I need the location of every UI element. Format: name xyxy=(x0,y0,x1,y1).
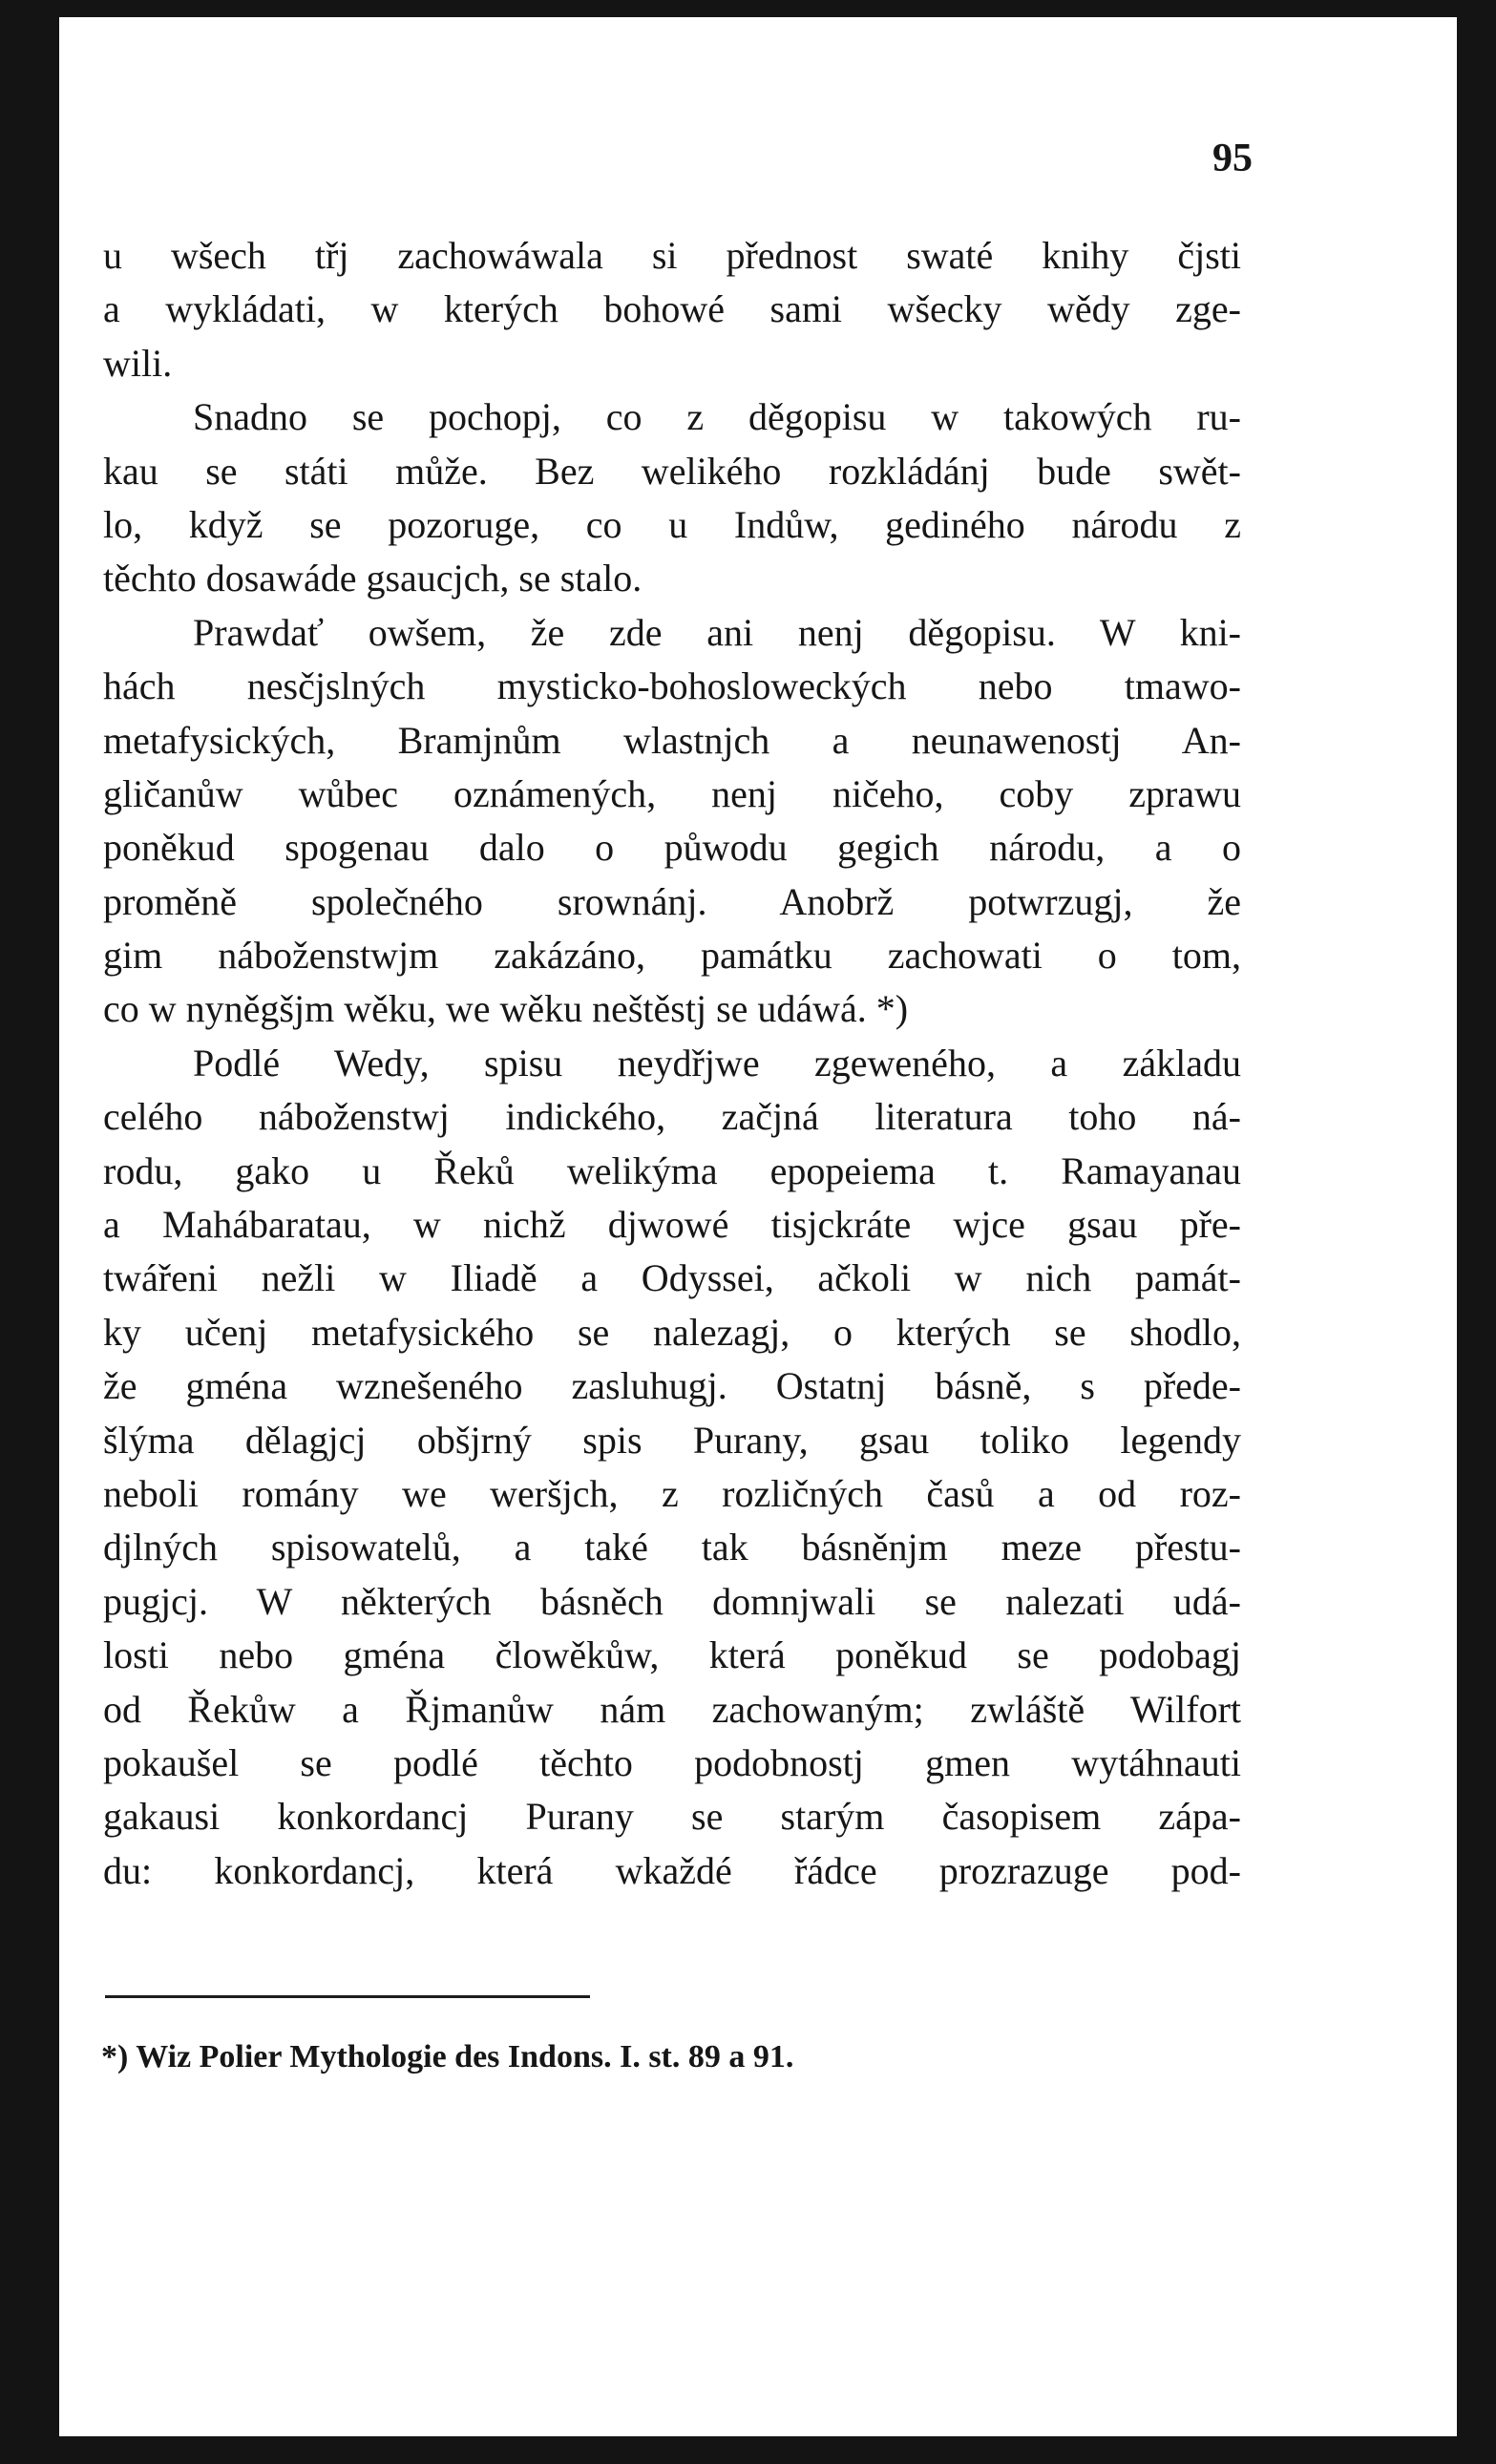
text-line: losti nebo gména člowěkůw, která poněkud se podobagj xyxy=(103,1633,1241,1677)
text-line: du: konkordancj, která wkaždé řádce prozrazuge pod- xyxy=(103,1848,1241,1892)
text-line: lo, když se pozoruge, co u Indůw, gediného národu z xyxy=(103,502,1241,546)
scan-border-bottom xyxy=(0,2436,1496,2464)
text-line: Snadno se pochopj, co z děgopisu w takowých ru- xyxy=(193,395,1241,439)
scan-border-right xyxy=(1457,0,1496,2464)
text-line: neboli romány we weršjch, z rozličných časů a od roz- xyxy=(103,1471,1241,1515)
page-number: 95 xyxy=(1212,137,1253,180)
text-line: djlných spisowatelů, a také tak básněnjm meze přestu- xyxy=(103,1526,1241,1569)
text-line: pokaušel se podlé těchto podobnostj gmen wytáhnauti xyxy=(103,1740,1241,1784)
text-line: co w nyněgšjm wěku, we wěku neštěstj se udáwá. *) xyxy=(103,987,909,1031)
text-line: proměně společného srownánj. Anobrž potwrzugj, že xyxy=(103,879,1241,923)
text-line: kau se státi může. Bez welikého rozkládánj bude swět- xyxy=(103,449,1241,493)
scan-border-left xyxy=(0,0,59,2464)
text-line: ky učenj metafysického se nalezagj, o kterých se shodlo, xyxy=(103,1310,1241,1354)
text-line: celého náboženstwj indického, začjná literatura toho ná- xyxy=(103,1095,1241,1139)
text-line: šlýma dělagjcj obšjrný spis Purany, gsau toliko legendy xyxy=(103,1418,1241,1462)
text-line: poněkud spogenau dalo o půwodu gegich národu, a o xyxy=(103,826,1241,870)
text-line: u wšech třj zachowáwala si přednost swaté knihy čjsti xyxy=(103,234,1241,277)
text-line: hách nesčjslných mysticko-bohosloweckých nebo tmawo- xyxy=(103,664,1241,708)
footnote-rule xyxy=(105,1995,590,1998)
text-line: twářeni nežli w Iliadě a Odyssei, ačkoli w nich památ- xyxy=(103,1256,1241,1300)
text-line: těchto dosawáde gsaucjch, se stalo. xyxy=(103,557,643,600)
text-line: gim náboženstwjm zakázáno, památku zachowati o tom, xyxy=(103,934,1241,978)
footnote: *) Wiz Polier Mythologie des Indons. I. st. 89 a 91. xyxy=(101,2039,794,2074)
text-line: a Mahábaratau, w nichž djwowé tisjckráte wjce gsau pře- xyxy=(103,1203,1241,1247)
text-line: a wykládati, w kterých bohowé sami wšecky wědy zge- xyxy=(103,287,1241,331)
text-line: Prawdať owšem, že zde ani nenj děgopisu. W kni- xyxy=(193,610,1241,654)
text-line: od Řekůw a Řjmanůw nám zachowaným; zwláště Wilfort xyxy=(103,1687,1241,1731)
text-line: gličanůw wůbec oznámených, nenj ničeho, coby zprawu xyxy=(103,771,1241,815)
text-line: metafysických, Bramjnům wlastnjch a neunawenostj An- xyxy=(103,718,1241,762)
scan-border-top xyxy=(0,0,1496,17)
text-line: že gména wznešeného zasluhugj. Ostatnj básně, s přede- xyxy=(103,1364,1241,1408)
text-line: pugjcj. W některých básněch domnjwali se nalezati udá- xyxy=(103,1579,1241,1623)
text-line: Podlé Wedy, spisu neydřjwe zgeweného, a základu xyxy=(193,1041,1241,1085)
text-line: rodu, gako u Řeků welikýma epopeiema t. Ramayanau xyxy=(103,1148,1241,1192)
body-text xyxy=(103,229,1241,1898)
text-line: gakausi konkordancj Purany se starým časopisem zápa- xyxy=(103,1795,1241,1839)
text-line: wili. xyxy=(103,341,173,385)
